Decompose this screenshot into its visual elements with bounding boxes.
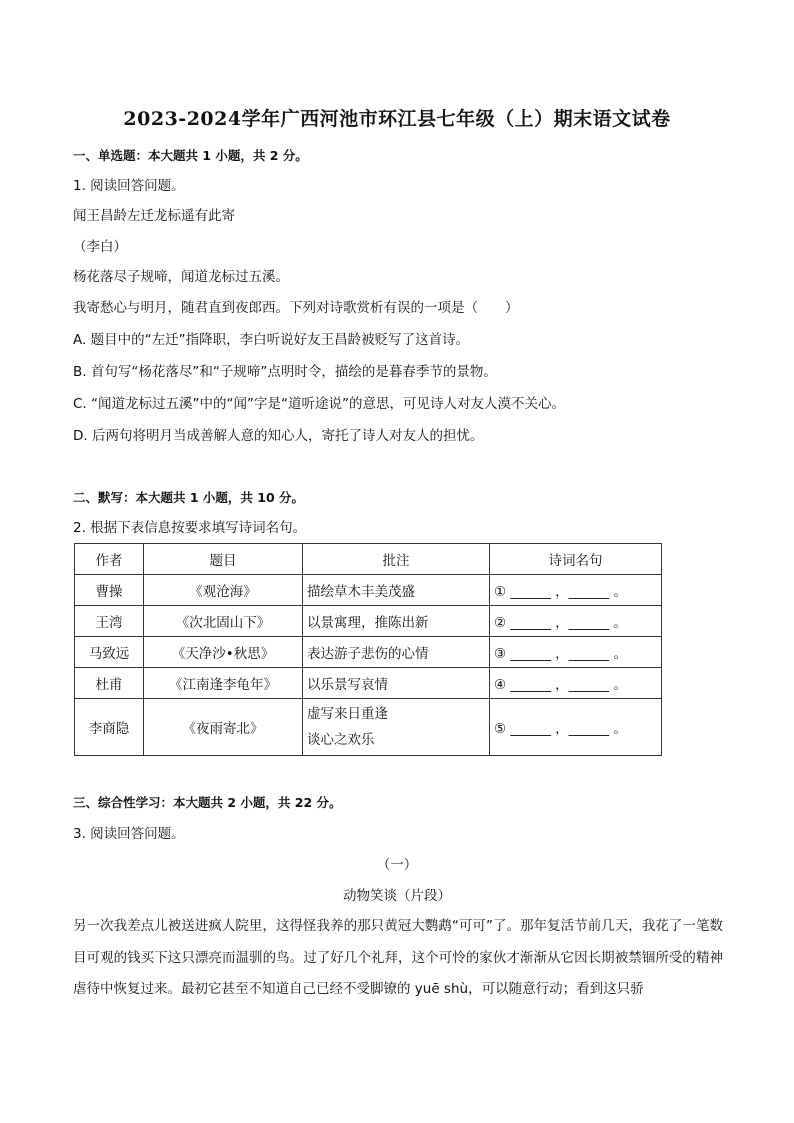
exam-title: 2023-2024学年广西河池市环江县七年级（上）期末语文试卷 xyxy=(123,108,671,130)
poem-line-2-and-prompt: 我寄愁心与明月，随君直到夜郎西。下列对诗歌赏析有误的一项是（ ） xyxy=(73,300,519,316)
table-header-row xyxy=(75,544,662,575)
table-row xyxy=(75,668,662,699)
note-line-1: 虚写来日重逢 xyxy=(307,706,388,722)
table-header: 诗词名句 xyxy=(490,544,662,575)
table-row xyxy=(75,637,662,668)
table-header: 作者 xyxy=(75,544,144,575)
work-cell: 《江南逢李龟年》 xyxy=(144,668,303,699)
passage-body: 另一次我差点儿被送进疯人院里，这得怪我养的那只黄冠大鹦鹉“可可”了。那年复活节前几天，我花了一笔数目可观的钱买下这只漂亮而温驯的鸟。过了好几个礼拜，这个可怜的家伙才渐渐从它因长期被禁锢所受的精神虐待中恢复过来。最初它甚至不知道自己已经不受脚镣的 yuē shù，可以随意行动；看到这只骄 xyxy=(73,918,723,997)
option-d[interactable]: D. 后两句将明月当成善解人意的知心人，寄托了诗人对友人的担忧。 xyxy=(73,428,484,444)
poem-line-1: 杨花落尽子规啼，闻道龙标过五溪。 xyxy=(73,269,289,285)
option-c[interactable]: C. “闻道龙标过五溪”中的“闻”字是“道听途说”的意思，可见诗人对友人漠不关心。 xyxy=(73,396,565,412)
author-cell: 曹操 xyxy=(75,575,144,606)
answer-blank-cell[interactable]: ② ______ ，______ 。 xyxy=(490,606,662,637)
section-3-heading: 三、综合性学习：本大题共 2 小题，共 22 分。 xyxy=(73,795,342,810)
work-cell: 《观沧海》 xyxy=(144,575,303,606)
section-1-heading: 一、单选题：本大题共 1 小题，共 2 分。 xyxy=(73,148,308,163)
author-cell: 马致远 xyxy=(75,637,144,668)
note-cell: 描绘草木丰美茂盛 xyxy=(303,575,490,606)
work-cell: 《次北固山下》 xyxy=(144,606,303,637)
part-label: （一） xyxy=(376,857,418,873)
author-cell: 王湾 xyxy=(75,606,144,637)
table-row xyxy=(75,699,662,756)
table-row xyxy=(75,606,662,637)
poem-title: 闻王昌龄左迁龙标遥有此寄 xyxy=(73,208,235,224)
poem-author: （李白） xyxy=(73,239,127,255)
note-cell: 以景寓理，推陈出新 xyxy=(303,606,490,637)
question-1-prompt: 1. 阅读回答问题。 xyxy=(73,178,185,194)
question-3-prompt: 3. 阅读回答问题。 xyxy=(73,826,185,842)
passage-title: 动物笑谈（片段） xyxy=(343,888,451,904)
work-cell: 《夜雨寄北》 xyxy=(144,699,303,756)
poem-fill-table xyxy=(74,543,662,756)
answer-blank-cell[interactable]: ① ______ ，______ 。 xyxy=(490,575,662,606)
answer-blank-cell[interactable]: ⑤ ______ ，______ 。 xyxy=(490,699,662,756)
table-row xyxy=(75,575,662,606)
section-2-heading: 二、默写：本大题共 1 小题，共 10 分。 xyxy=(73,490,305,505)
author-cell: 杜甫 xyxy=(75,668,144,699)
option-b[interactable]: B. 首句写“杨花落尽”和“子规啼”点明时令，描绘的是暮春季节的景物。 xyxy=(73,364,497,380)
question-2-prompt: 2. 根据下表信息按要求填写诗词名句。 xyxy=(73,520,307,536)
work-cell: 《天净沙•秋思》 xyxy=(144,637,303,668)
author-cell: 李商隐 xyxy=(75,699,144,756)
table-header: 题目 xyxy=(144,544,303,575)
answer-blank-cell[interactable]: ③ ______ ，______ 。 xyxy=(490,637,662,668)
note-cell: 表达游子悲伤的心情 xyxy=(303,637,490,668)
note-line-2: 谈心之欢乐 xyxy=(307,732,375,748)
note-cell xyxy=(303,699,490,756)
option-a[interactable]: A. 题目中的“左迁”指降职，李白听说好友王昌龄被贬写了这首诗。 xyxy=(73,332,470,348)
note-cell: 以乐景写哀情 xyxy=(303,668,490,699)
table-header: 批注 xyxy=(303,544,490,575)
answer-blank-cell[interactable]: ④ ______ ，______ 。 xyxy=(490,668,662,699)
